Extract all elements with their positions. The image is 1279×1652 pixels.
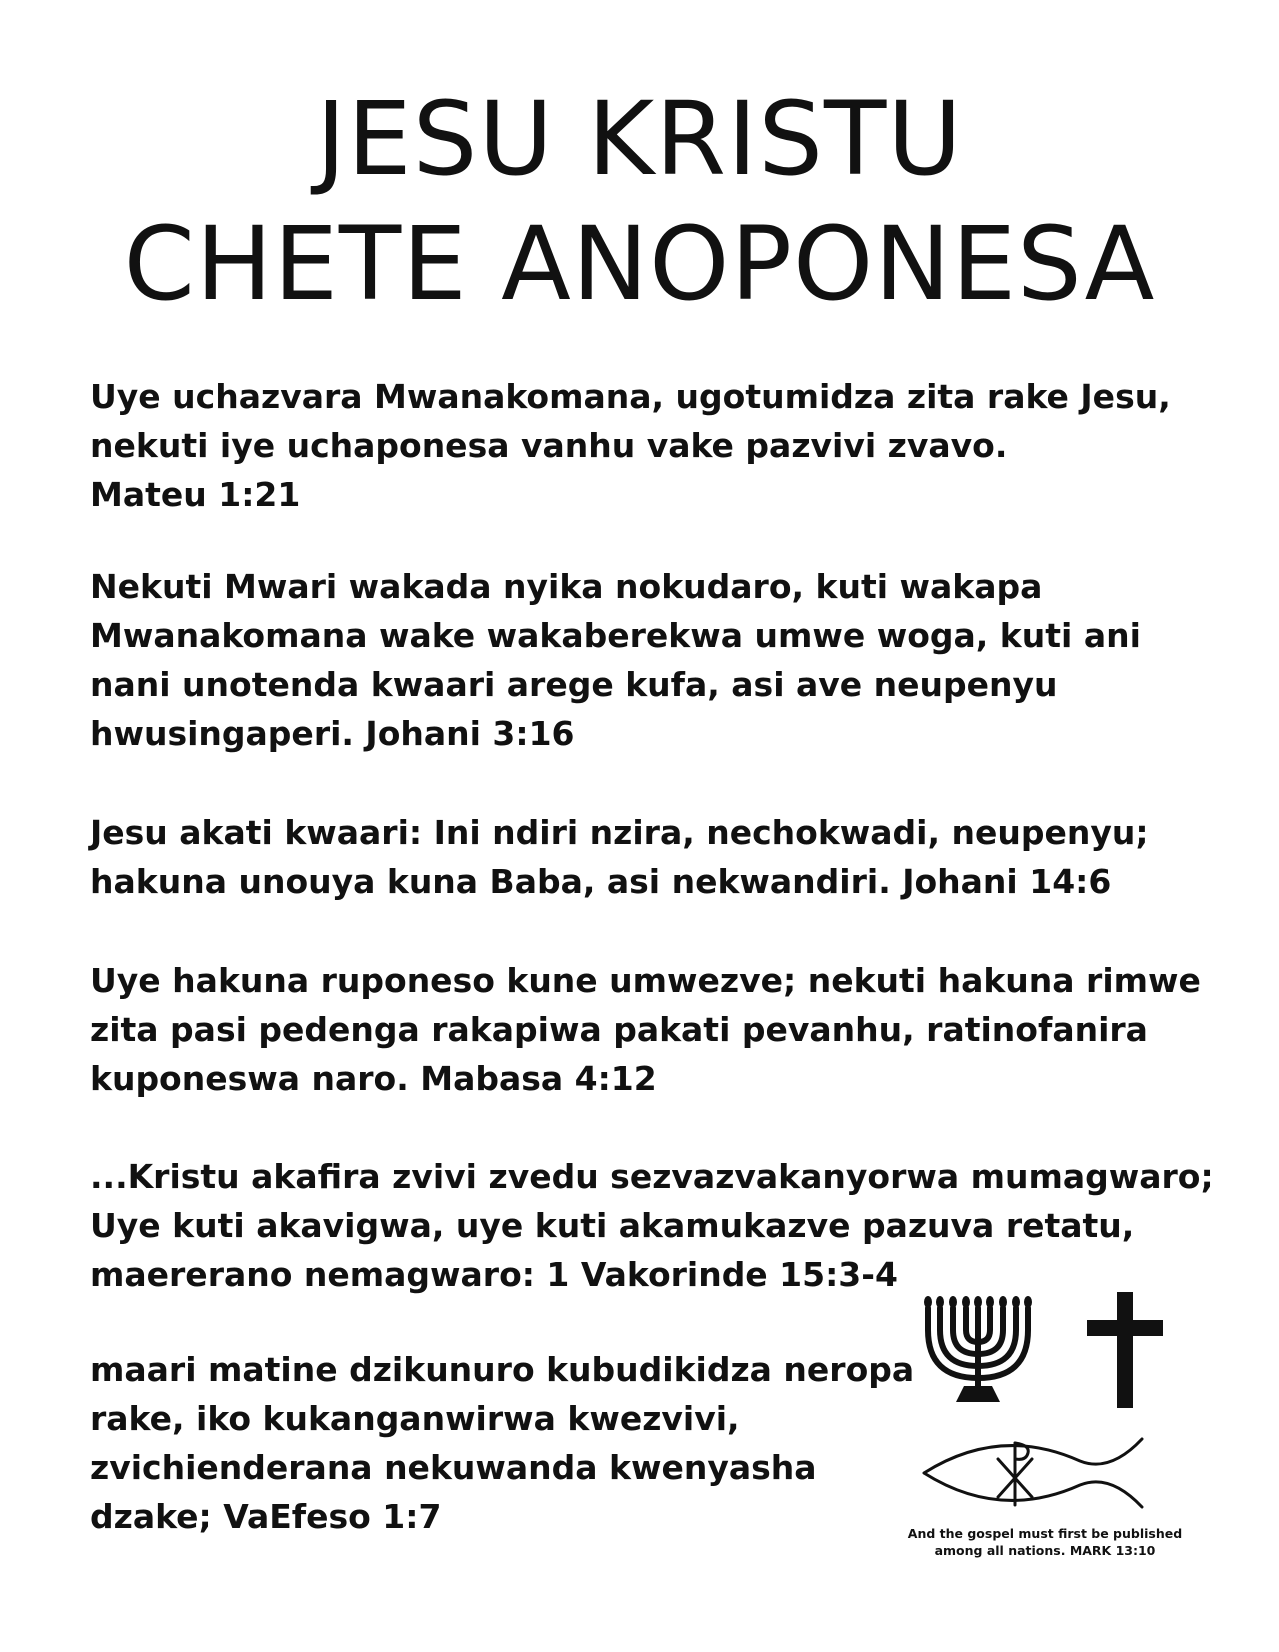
- verse-line: nani unotenda kwaari arege kufa, asi ave neupenyu: [90, 665, 1058, 704]
- ichthys-chi-rho-icon: [920, 1425, 1170, 1520]
- verse-line: Nekuti Mwari wakada nyika nokudaro, kuti wakapa: [90, 567, 1043, 606]
- verse-line: maererano nemagwaro: 1 Vakorinde 15:3-4: [90, 1255, 898, 1294]
- cross-icon: [1085, 1290, 1165, 1410]
- verse-line: Uye uchazvara Mwanakomana, ugotumidza zita rake Jesu,: [90, 377, 1171, 416]
- verse-line: zita pasi pedenga rakapiwa pakati pevanhu, ratinofanira: [90, 1010, 1148, 1049]
- verse-johani-14-6: [90, 808, 1210, 906]
- verse-line: Uye kuti akavigwa, uye kuti akamukazve pazuva retatu,: [90, 1206, 1135, 1245]
- verse-line: Mateu 1:21: [90, 475, 301, 514]
- religious-symbols: [920, 1290, 1180, 1520]
- verse-line: Mwanakomana wake wakaberekwa umwe woga, kuti ani: [90, 616, 1141, 655]
- footnote: [900, 1525, 1190, 1559]
- page-title-line-2: CHETE ANOPONESA: [123, 205, 1156, 324]
- verse-vaefeso-1-7: [90, 1345, 915, 1541]
- verse-johani-3-16: [90, 562, 1210, 758]
- page-title-line-1: JESU KRISTU: [316, 80, 963, 199]
- verse-line: maari matine dzikunuro kubudikidza neropa: [90, 1350, 915, 1389]
- verse-line: hwusingaperi. Johani 3:16: [90, 714, 575, 753]
- verse-vakorinde-15-3-4: [90, 1152, 1214, 1299]
- menorah-icon: [920, 1290, 1040, 1410]
- verse-line: zvichienderana nekuwanda kwenyasha: [90, 1448, 817, 1487]
- verse-line: Uye hakuna ruponeso kune umwezve; nekuti hakuna rimwe: [90, 961, 1201, 1000]
- verse-line: dzake; VaEfeso 1:7: [90, 1497, 442, 1536]
- verse-line: hakuna unouya kuna Baba, asi nekwandiri. Johani 14:6: [90, 862, 1112, 901]
- verse-line: nekuti iye uchaponesa vanhu vake pazvivi zvavo.: [90, 426, 1008, 465]
- footnote-line-2: among all nations. MARK 13:10: [934, 1543, 1156, 1558]
- footnote-line-1: And the gospel must first be published: [907, 1526, 1183, 1541]
- verse-line: kuponeswa naro. Mabasa 4:12: [90, 1059, 657, 1098]
- verse-mateu-1-21: [90, 372, 1210, 519]
- verse-line: ...Kristu akafira zvivi zvedu sezvazvakanyorwa mumagwaro;: [90, 1157, 1214, 1196]
- verse-line: rake, iko kukanganwirwa kwezvivi,: [90, 1399, 740, 1438]
- verse-line: Jesu akati kwaari: Ini ndiri nzira, nechokwadi, neupenyu;: [90, 813, 1149, 852]
- verse-mabasa-4-12: [90, 956, 1210, 1103]
